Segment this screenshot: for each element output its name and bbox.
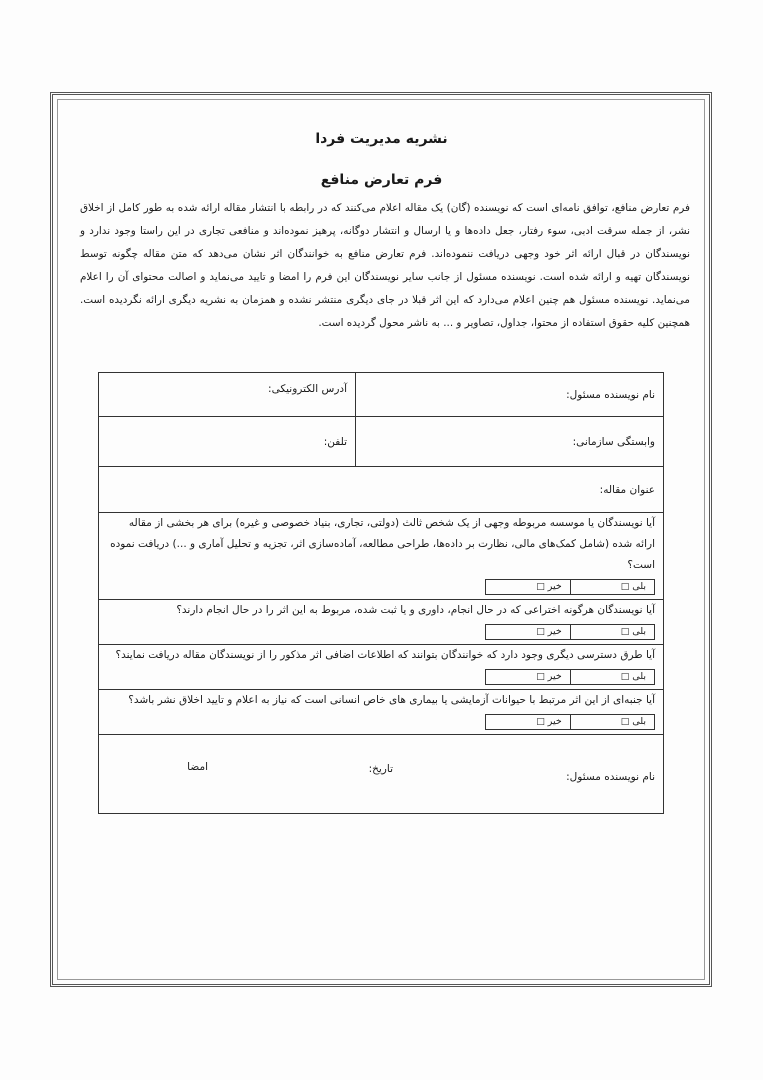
question-text: آیا نویسندگان یا موسسه مربوطه وجهی از یک شخص ثالث (دولتی، تجاری، بنیاد خصوصی و غیره) برای هر بخشی از مقاله ارائه شده (شامل کمک‌های مالی، نظارت بر داده‌ها، طراحی مطالعه، آماده‌سازی اثر، تجزیه و تحلیل آماری و ...) دریافت نموده است؟ <box>110 517 655 571</box>
yes-no-table <box>485 669 655 685</box>
question-row <box>99 600 664 645</box>
no-option[interactable]: خیر□ <box>486 625 571 640</box>
journal-title: نشریه مدیریت فردا <box>315 131 448 147</box>
affiliation-label: وابستگی سازمانی: <box>572 435 655 448</box>
question-text: آیا نویسندگان هرگونه اختراعی که در حال انجام، داوری و یا ثبت شده، مربوط به این اثر را در حال انجام دارند؟ <box>176 604 655 616</box>
form-title: فرم تعارض منافع <box>320 172 443 188</box>
no-option[interactable]: خیر□ <box>486 580 571 595</box>
intro-paragraph: فرم تعارض منافع، توافق نامه‌ای است که نویسنده (گان) یک مقاله اعلام می‌کنند که در رابطه با انتشار مقاله ارائه شده به طور کامل از اخلاق نشر، از جمله سرقت ادبی، سوء رفتار، جعل داده‌ها و یا ارسال و انتشار دوگانه، پرهیز نموده‌اند و منافعی تجاری در این راستا وجود ندارد و نویسندگان در قبال ارائه اثر خود وجهی دریافت ننموده‌اند. فرم تعارض منافع به خوانندگان اثر نشان می‌دهد که متن مقاله چگونه توسط نویسندگان تهیه و ارائه شده است. نویسنده مسئول از جانب سایر نویسندگان این فرم را امضا و تایید می‌نماید و اصالت محتوای آن را اعلام می‌نماید. نویسنده مسئول هم چنین اعلام می‌دارد که این اثر قبلا در جای دیگری منتشر نشده و همزمان به نشریه دیگری ارائه نگردیده است. همچنین کلیه حقوق استفاده از محتوا، جداول، تصاویر و ... به ناشر محول گردیده است. <box>80 202 690 329</box>
checkbox-icon[interactable]: □ <box>620 582 630 592</box>
signature-author-label: نام نویسنده مسئول: <box>566 771 655 783</box>
yes-no-table <box>485 714 655 730</box>
email-cell[interactable] <box>99 373 356 417</box>
checkbox-icon[interactable]: □ <box>536 627 545 637</box>
question-row <box>99 513 664 600</box>
question-text: آیا جنبه‌ای از این اثر مرتبط با حیوانات آزمایشی یا بیماری های خاص انسانی است که نیاز به اعلام و تایید اخلاق نشر باشد؟ <box>128 694 655 706</box>
yes-option[interactable]: بلی□ <box>570 580 654 595</box>
question-row <box>99 690 664 735</box>
author-name-label: نام نویسنده مسئول: <box>566 388 655 401</box>
checkbox-icon[interactable]: □ <box>620 672 630 682</box>
date-label: تاریخ: <box>368 763 393 775</box>
yes-option[interactable]: بلی□ <box>570 670 654 685</box>
signature-row <box>99 735 664 814</box>
no-option[interactable]: خیر□ <box>486 715 571 730</box>
checkbox-icon[interactable]: □ <box>620 717 630 727</box>
yes-no-table <box>485 624 655 640</box>
checkbox-icon[interactable]: □ <box>620 627 630 637</box>
form-table <box>98 372 664 814</box>
question-row <box>99 645 664 690</box>
phone-cell[interactable] <box>99 417 356 467</box>
affiliation-cell[interactable] <box>356 417 664 467</box>
yes-no-table <box>485 579 655 595</box>
author-name-cell[interactable] <box>356 373 664 417</box>
no-option[interactable]: خیر□ <box>486 670 571 685</box>
article-title-label: عنوان مقاله: <box>599 483 655 496</box>
checkbox-icon[interactable]: □ <box>536 582 545 592</box>
phone-label: تلفن: <box>323 435 347 448</box>
checkbox-icon[interactable]: □ <box>536 717 545 727</box>
email-label: آدرس الکترونیکی: <box>268 383 347 395</box>
question-text: آیا طرق دسترسی دیگری وجود دارد که خوانندگان بتوانند که اطلاعات اضافی اثر مذکور را از نویسندگان مقاله دریافت نمایند؟ <box>115 649 655 661</box>
checkbox-icon[interactable]: □ <box>536 672 545 682</box>
yes-option[interactable]: بلی□ <box>570 715 654 730</box>
signature-label: امضا <box>187 761 208 773</box>
yes-option[interactable]: بلی□ <box>570 625 654 640</box>
article-title-cell[interactable] <box>99 467 664 513</box>
